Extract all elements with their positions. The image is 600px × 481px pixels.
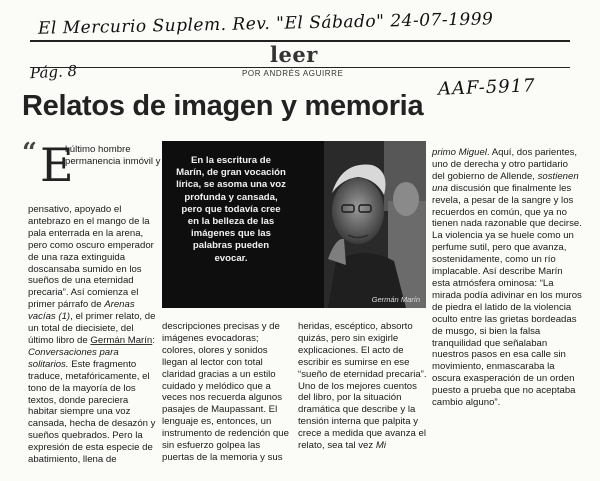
column-1-text — [28, 204, 160, 466]
column-3-text — [298, 321, 428, 452]
opening-quote-mark: “ — [22, 138, 37, 168]
book-title: Conversaciones para solitarios. — [28, 346, 119, 370]
handwritten-source-note: El Mercurio Suplem. Rev. "El Sábado" 24-07-1999 — [37, 9, 494, 39]
author-name-link: Germán Marín — [90, 334, 153, 346]
article-headline: Relatos de imagen y memoria — [22, 90, 424, 122]
col1-text: : — [152, 334, 155, 346]
byline: POR ANDRÉS AGUIRRE — [242, 69, 344, 78]
story-title-arenas-vacias: Arenas vacías (1) — [28, 299, 135, 323]
handwritten-page-note: Pág. 8 — [29, 61, 78, 83]
pullquote-photo-box — [162, 141, 426, 308]
col1-text: Este fragmento traduce, metafóricamente, el tono de la mayoría de los textos, donde pareciera habitar siempre una voz cansada, hecha de desazón y sueños quebrados. Pero la expresión de esta especie de abatimiento, llena de — [28, 358, 156, 466]
col4-text: . Aquí, dos parientes, uno de derecha y otro partidario del gobierno de Allende, — [432, 147, 578, 182]
section-label: leer — [270, 42, 318, 67]
handwritten-archive-code: AAF-5917 — [437, 75, 536, 100]
col1-text: pensativo, apoyado el antebrazo en el mango de la pala enterrada en la arena, pero como oscuro emperador de una raza extinguida doscansaba sumido en los sueños de una eternidad precaria”. Así comienza el primer párrafo de — [28, 204, 154, 311]
photo-credit: Germán Marín — [371, 295, 420, 304]
col4-text: discusión que finalmente les revela, a pesar de la sangre y los recuerdos en común, que ya no tienen nada razonable que decirse. La violencia ya se huele como un perfume sutil, pero que avanza, sostenidamente, como un río implacable. Así describe Marín esta atmósfera ominosa: “La mirada podía adivinar en los muros de piedra el latido de la violencia oculto entre las grietas bordeadas de musgo, si bien la falsa tranquilidad que señalaban nuestros pasos en esa calle sin movimiento, enmascaraba la oscura exasperación de un orden puesto a prueba que no aceptaba cambio alguno”. — [432, 182, 582, 409]
column-1-intro: l último hombre permanencia inmóvil y — [65, 144, 161, 167]
header-rule-bottom — [30, 67, 570, 68]
col1-text: , el primer relato, de un total de diecisiete, del último libro de — [28, 311, 156, 346]
column-2-text: descripciones precisas y de imágenes evocadoras; colores, olores y sonidos llegan al lector con total claridad gracias a un estilo cuidado y melódico que a veces nos recuerda algunos pasajes de Maupassant. El lenguaje es, entonces, un instrumento de redención que sin esfuerzo golpea las puertas de la memoria y sus — [162, 321, 289, 463]
story-title-mi: Mi — [375, 440, 386, 452]
column-4-text — [432, 147, 582, 409]
pullquote-text: En la escritura de Marín, de gran vocación lírica, se asoma una voz profunda y cansada, pero que todavía cree en la belleza de las imágenes que las palabras pueden evocar. — [176, 155, 286, 264]
author-portrait-photo — [302, 141, 426, 308]
drop-cap: E — [40, 138, 74, 192]
col3-text: heridas, escéptico, absorto quizás, pero sin exigirle explicaciones. El acto de escribir es sumirse en ese “sueño de eternidad precaria”. Uno de los mejores cuentos del libro, por la situación dramática que describe y la tensión interna que palpita y crece a medida que avanza el relato, sea tal vez — [298, 321, 427, 452]
story-title-primo-miguel: primo Miguel — [432, 147, 487, 158]
col4-italic: sostienen una — [432, 170, 579, 194]
